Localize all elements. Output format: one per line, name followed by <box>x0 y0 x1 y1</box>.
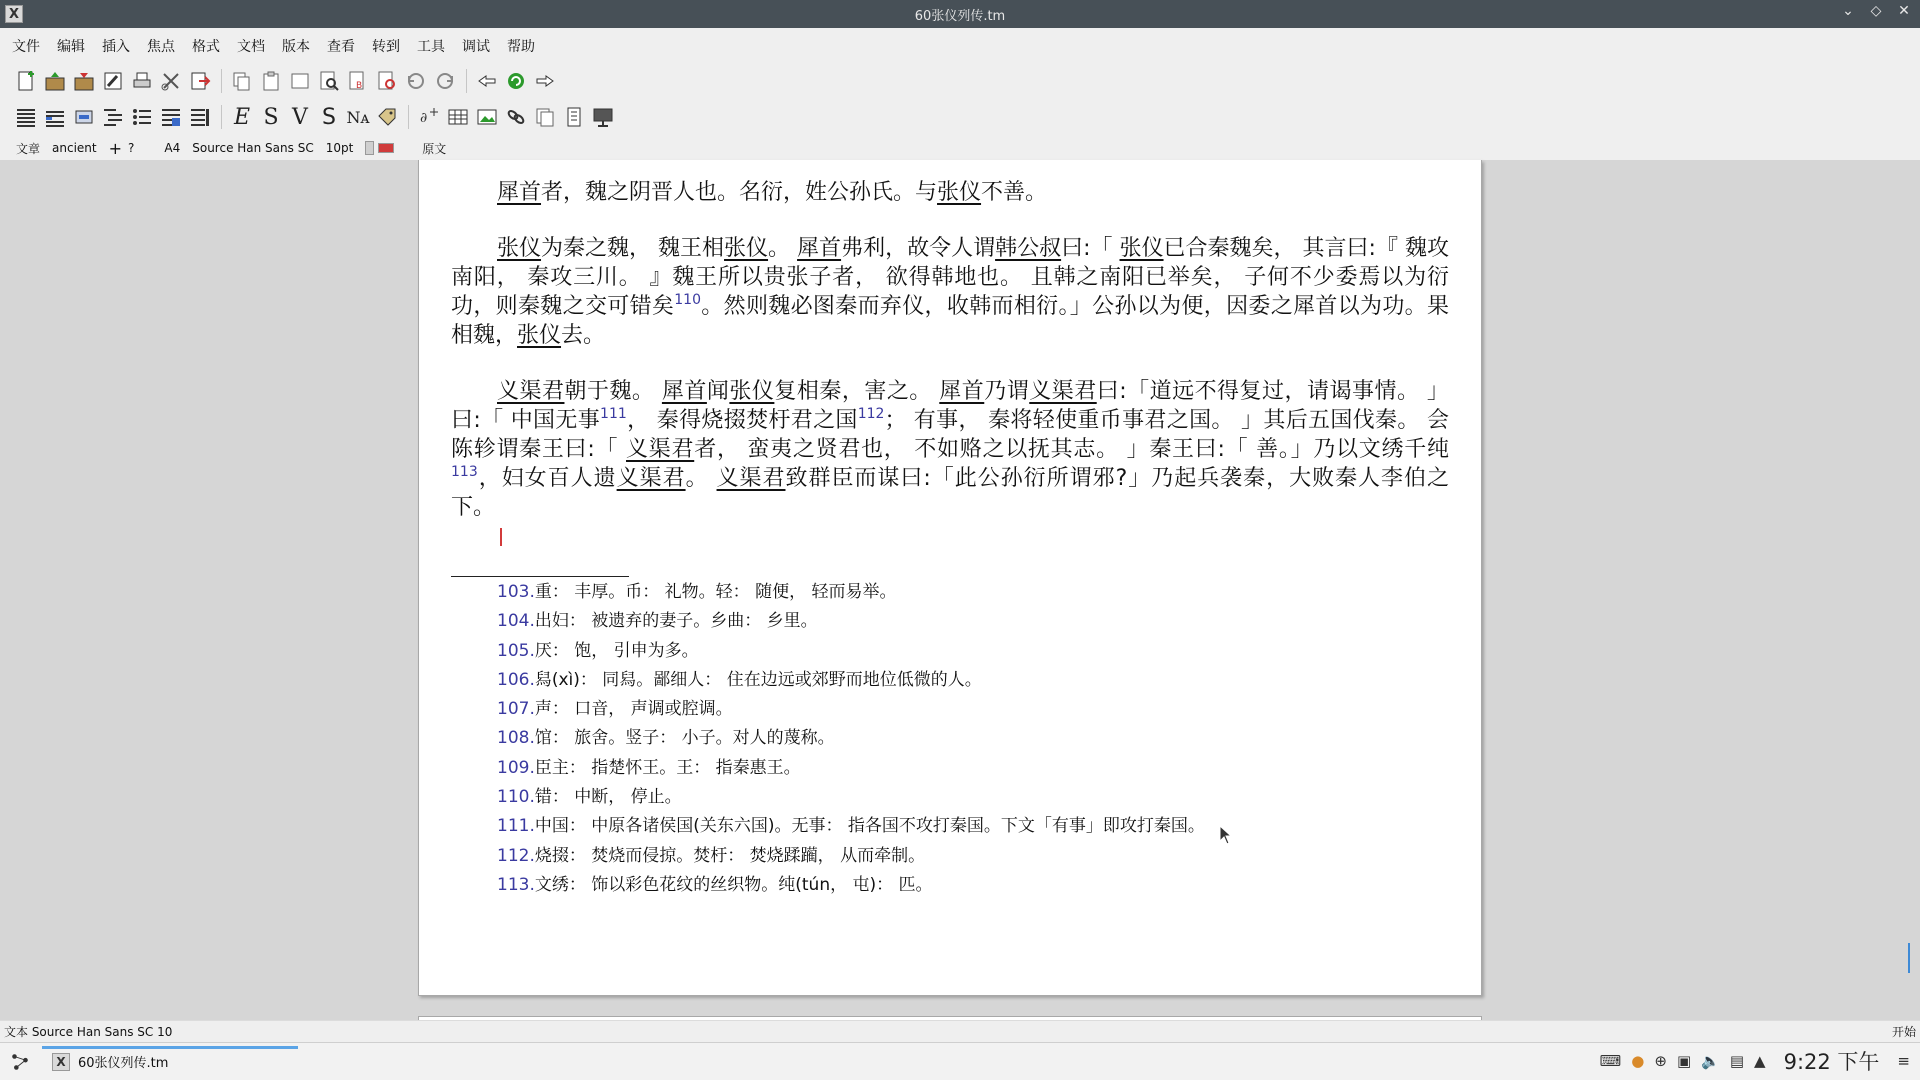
math-icon[interactable] <box>415 103 443 131</box>
numbered-list-icon[interactable] <box>186 103 214 131</box>
toolbar-separator <box>466 69 467 93</box>
document-page[interactable] <box>418 160 1482 996</box>
verbatim-icon[interactable]: V <box>292 104 308 130</box>
undo-icon[interactable] <box>402 67 430 95</box>
redo-icon[interactable] <box>431 67 459 95</box>
main-toolbar <box>0 64 1920 98</box>
document-canvas[interactable] <box>0 160 1920 1020</box>
sans-serif-icon[interactable]: S <box>322 104 336 130</box>
scroll-indicator[interactable] <box>1908 943 1910 973</box>
build-icon[interactable] <box>99 67 127 95</box>
indent-icon[interactable] <box>99 103 127 131</box>
footnote-text: 舄(xì)： 同舄。鄙细人： 住在边远或郊野而地位低微的人。 <box>534 669 982 690</box>
footnote-number: 113. <box>497 874 535 895</box>
export-icon[interactable] <box>186 67 214 95</box>
tray-expand-icon[interactable]: ▲ <box>1754 1052 1766 1070</box>
footnote-rule <box>451 576 629 577</box>
align-justify-icon[interactable] <box>12 103 40 131</box>
document-style-selector[interactable]: ancient <box>52 141 97 155</box>
document-mode-selector[interactable]: 文章 <box>16 141 41 156</box>
page-icon[interactable] <box>286 67 314 95</box>
footnote-text: 错： 中断， 停止。 <box>534 787 682 808</box>
taskbar <box>0 1042 1920 1080</box>
replace-icon[interactable] <box>344 67 372 95</box>
window-title: 60张仪列传.tm <box>914 8 1006 24</box>
volume-icon[interactable]: 🔈 <box>1701 1052 1720 1070</box>
svg-text:∂: ∂ <box>420 110 428 126</box>
menu-document[interactable]: 文档 <box>237 39 265 55</box>
column-icon[interactable] <box>560 103 588 131</box>
menu-edit[interactable]: 编辑 <box>57 39 85 55</box>
table-icon[interactable] <box>444 103 472 131</box>
footnote[interactable] <box>497 695 1397 724</box>
menu-go[interactable]: 转到 <box>372 39 400 55</box>
section-icon[interactable] <box>41 103 69 131</box>
save-document-icon[interactable] <box>70 67 98 95</box>
footnote-number: 107. <box>497 699 535 720</box>
footnote-text: 馆： 旅舍。竖子： 小子。对人的蔑称。 <box>534 728 835 749</box>
footnote-text: 声： 口音， 声调或腔调。 <box>534 699 733 720</box>
menu-help[interactable]: 帮助 <box>507 39 535 55</box>
menu-file[interactable]: 文件 <box>12 39 40 55</box>
footnote-number: 109. <box>497 757 535 778</box>
footnote-text: 厌： 饱， 引申为多。 <box>534 640 699 661</box>
footnote[interactable] <box>497 812 1397 841</box>
footnote-number: 108. <box>497 728 535 749</box>
maximize-icon[interactable]: ◇ <box>1870 3 1882 19</box>
toolbar-separator <box>408 105 409 129</box>
new-document-icon[interactable] <box>12 67 40 95</box>
status-right: 开始 <box>1891 1025 1916 1039</box>
footnotes <box>497 578 1397 900</box>
tag-icon[interactable] <box>373 103 401 131</box>
keyboard-icon[interactable]: ⌨ <box>1599 1052 1622 1070</box>
name-icon[interactable]: Nᴀ <box>346 107 370 127</box>
background-color-swatch <box>365 141 374 155</box>
taskbar-window-title: 60张仪列传.tm <box>78 1056 169 1071</box>
help-button[interactable]: ? <box>128 141 135 155</box>
footnote-number: 104. <box>497 611 535 632</box>
paragraph[interactable]: 犀首者，魏之阴晋人也。名衍，姓公孙氏。与张仪不善。 <box>497 180 1048 205</box>
paper-size-selector[interactable]: A4 <box>164 141 181 155</box>
footnote-text: 文绣： 饰以彩色花纹的丝织物。纯(tún， 屯)： 匹。 <box>534 874 933 895</box>
updates-icon[interactable]: ⊕ <box>1654 1052 1667 1070</box>
open-document-icon[interactable] <box>41 67 69 95</box>
clipboard-icon[interactable]: ▤ <box>1729 1052 1745 1070</box>
footnote[interactable] <box>497 724 1397 753</box>
app-launcher-icon[interactable] <box>2 1044 38 1080</box>
network-icon[interactable]: ▣ <box>1676 1052 1692 1070</box>
menu-debug[interactable]: 调试 <box>462 39 490 55</box>
menu-view[interactable]: 查看 <box>327 39 355 55</box>
menu-tools[interactable]: 工具 <box>417 39 445 55</box>
document-body[interactable] <box>451 178 1449 549</box>
image-icon[interactable] <box>473 103 501 131</box>
footnote-text: 中国： 中原各诸侯国(关东六国)。无事： 指各国不攻打秦国。下文「有事」即攻打秦国。 <box>534 816 1205 837</box>
menu-icon[interactable]: ≡ <box>1897 1052 1910 1070</box>
toolbar-separator <box>221 105 222 129</box>
description-list-icon[interactable] <box>157 103 185 131</box>
footnote[interactable] <box>497 871 1397 900</box>
footnote-text: 臣主： 指楚怀王。王： 指秦惠王。 <box>534 757 801 778</box>
copy-icon[interactable] <box>228 67 256 95</box>
footnote-number: 111. <box>497 816 535 837</box>
minimize-icon[interactable]: ⌄ <box>1842 3 1854 19</box>
footnote-number: 112. <box>497 845 535 866</box>
font-family-selector[interactable]: Source Han Sans SC <box>192 141 314 155</box>
footnote-text: 重： 丰厚。币： 礼物。轻： 随便， 轻而易举。 <box>534 582 897 602</box>
footnote[interactable] <box>497 754 1397 783</box>
paragraph[interactable]: 张仪为秦之魏， 魏王相张仪。 犀首弗利，故令人谓韩公叔曰:「 张仪已合秦魏矣， 其言曰:『 魏攻南阳， 秦攻三川。 』魏王所以贵张子者， 欲得韩地也。 且韩之南阳已举矣， 子何不少委焉以为衍功，则秦魏之交可错矣$^{110}$。然则魏必图秦而弃仪，收韩而相衍。」公孙以为便，因委之犀首以为功。果相魏，张仪去。 <box>451 236 1449 348</box>
add-package-button[interactable]: + <box>108 138 123 158</box>
footnote[interactable] <box>497 666 1397 695</box>
presentation-icon[interactable] <box>589 103 617 131</box>
paste-icon[interactable] <box>257 67 285 95</box>
menu-insert[interactable]: 插入 <box>102 39 130 55</box>
menu-format[interactable]: 格式 <box>192 39 220 55</box>
format-toolbar <box>0 100 1920 134</box>
footnote-number: 106. <box>497 669 535 690</box>
footnote[interactable] <box>497 637 1397 666</box>
footnote[interactable] <box>497 578 1397 607</box>
footnote-text: 烧掇： 焚烧而侵掠。焚杅： 焚烧蹂躏， 从而牵制。 <box>534 845 926 866</box>
text-color-swatch <box>378 143 394 153</box>
clock[interactable]: 9:22 下午 <box>1783 1050 1880 1074</box>
menu-version[interactable]: 版本 <box>282 39 310 55</box>
footnote-icon[interactable] <box>531 103 559 131</box>
active-window-indicator <box>42 1046 298 1049</box>
texmacs-task-icon: X <box>52 1053 70 1071</box>
system-tray <box>1600 1043 1910 1079</box>
status-left: 文本 Source Han Sans SC 10 <box>4 1025 173 1039</box>
emphasize-icon[interactable]: E <box>233 104 251 130</box>
footnote[interactable] <box>497 842 1397 871</box>
font-size-selector[interactable]: 10pt <box>325 141 354 155</box>
footnote-number: 110. <box>497 787 535 808</box>
refresh-icon[interactable] <box>502 67 530 95</box>
text-cursor <box>500 528 502 546</box>
print-icon[interactable] <box>128 67 156 95</box>
fruit-app-icon[interactable]: ● <box>1631 1052 1645 1070</box>
footnote-number: 103. <box>497 582 535 602</box>
toolbar-separator <box>221 69 222 93</box>
title-bar <box>0 0 1920 28</box>
style-bar <box>0 136 1920 160</box>
svg-text:B: B <box>356 81 363 91</box>
title-icon[interactable] <box>70 103 98 131</box>
find-icon[interactable] <box>315 67 343 95</box>
close-icon[interactable]: ✕ <box>1898 3 1910 19</box>
cut-icon[interactable] <box>157 67 185 95</box>
bullet-list-icon[interactable] <box>128 103 156 131</box>
link-icon[interactable] <box>502 103 530 131</box>
window-controls <box>1840 3 1912 19</box>
texmacs-app-icon[interactable]: X <box>5 5 23 23</box>
paragraph[interactable]: 义渠君朝于魏。 犀首闻张仪复相秦，害之。 犀首乃谓义渠君曰:「道远不得复过，请谒事情。 」曰:「 中国无事$^{111}$， 秦得烧掇焚杅君之国$^{112}$； 有事， 秦将轻使重币事君之国。 」其后五国伐秦。 会陈轸谓秦王曰:「 义渠君者， 蛮夷之贤君也， 不如赂之以抚其志。 」秦王曰:「 善。」乃以文绣千纯$^{113}$，妇女百人遗义渠君。 义渠君致群臣而谋曰:「此公孙衍所谓邪?」乃起兵袭秦，大败秦人李伯之下。 <box>451 379 1450 520</box>
footnote-text: 出妇： 被遗弃的妻子。乡曲： 乡里。 <box>534 611 818 632</box>
footnote-number: 105. <box>497 640 535 661</box>
status-bar <box>0 1020 1920 1042</box>
mouse-pointer-icon <box>1219 825 1233 845</box>
spell-check-icon[interactable] <box>373 67 401 95</box>
forward-hand-icon[interactable] <box>531 67 559 95</box>
menu-bar <box>0 28 1920 64</box>
strong-icon[interactable]: S <box>263 104 279 130</box>
taskbar-window-entry[interactable] <box>42 1044 298 1080</box>
back-hand-icon[interactable] <box>473 67 501 95</box>
color-selector[interactable] <box>365 141 394 155</box>
footnote[interactable] <box>497 783 1397 812</box>
menu-focus[interactable]: 焦点 <box>147 39 175 55</box>
footnote[interactable] <box>497 607 1397 636</box>
source-view-toggle[interactable]: 原文 <box>422 141 447 156</box>
